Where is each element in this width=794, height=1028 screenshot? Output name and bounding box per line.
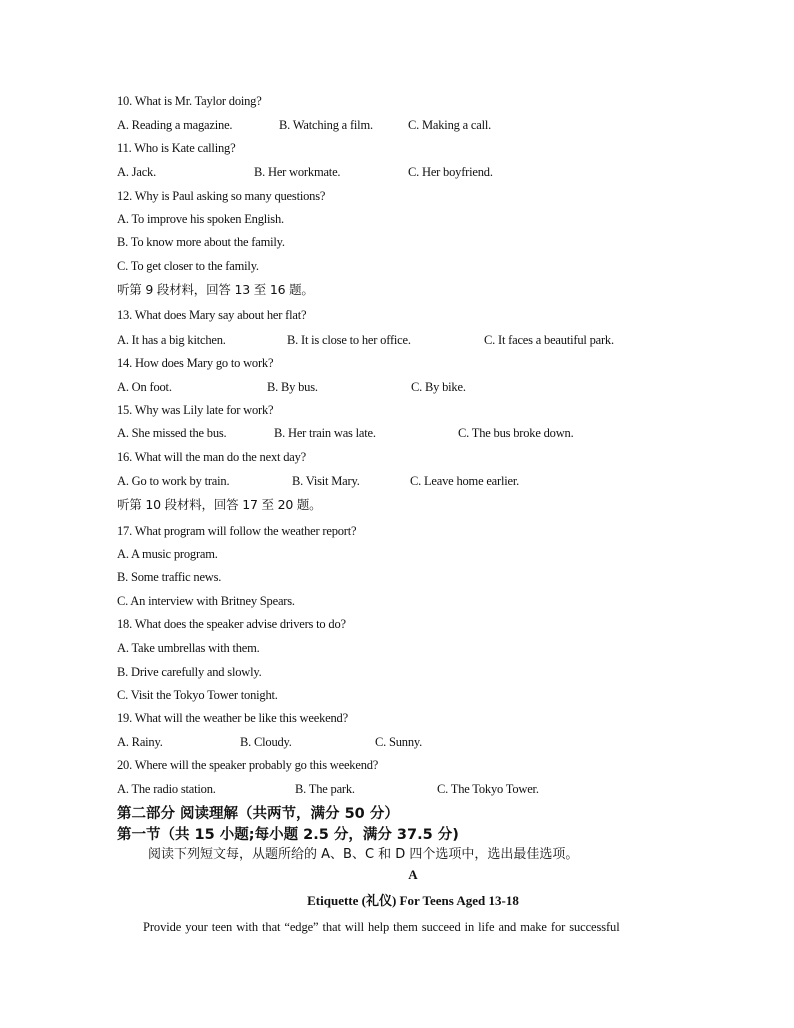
option-b: B. Her workmate. (254, 165, 341, 179)
option-c: C. Visit the Tokyo Tower tonight. (117, 688, 278, 702)
question-stem: 15. Why was Lily late for work? (117, 403, 274, 417)
option-a: A. Go to work by train. (117, 474, 230, 488)
option-b: B. Cloudy. (240, 735, 292, 749)
part-heading: 第二部分 阅读理解（共两节，满分 50 分） (117, 806, 399, 822)
option-c: C. An interview with Britney Spears. (117, 594, 295, 608)
question-stem: 13. What does Mary say about her flat? (117, 308, 307, 322)
passage-letter: A (408, 867, 418, 882)
option-a: A. To improve his spoken English. (117, 212, 284, 226)
question-stem: 20. Where will the speaker probably go this weekend? (117, 758, 379, 772)
option-b: B. Visit Mary. (292, 474, 360, 488)
question-stem: 17. What program will follow the weather report? (117, 524, 357, 538)
option-b: B. It is close to her office. (287, 333, 411, 347)
option-b: B. Some traffic news. (117, 570, 222, 584)
option-a: A. The radio station. (117, 782, 216, 796)
option-b: B. The park. (295, 782, 355, 796)
option-a: A. Reading a magazine. (117, 118, 233, 132)
question-stem: 11. Who is Kate calling? (117, 141, 236, 155)
passage-title: Etiquette (礼仪) For Teens Aged 13-18 (307, 893, 519, 908)
option-c: C. It faces a beautiful park. (484, 333, 614, 347)
option-c: C. The Tokyo Tower. (437, 782, 539, 796)
option-a: A. Rainy. (117, 735, 163, 749)
question-stem: 14. How does Mary go to work? (117, 356, 274, 370)
question-stem: 19. What will the weather be like this weekend? (117, 711, 348, 725)
option-a: A. She missed the bus. (117, 426, 227, 440)
option-a: A. Take umbrellas with them. (117, 641, 260, 655)
option-b: B. To know more about the family. (117, 235, 285, 249)
question-stem: 16. What will the man do the next day? (117, 450, 306, 464)
option-a: A. It has a big kitchen. (117, 333, 226, 347)
option-b: B. Her train was late. (274, 426, 376, 440)
option-c: C. By bike. (411, 380, 466, 394)
option-c: C. Making a call. (408, 118, 492, 132)
option-c: C. Sunny. (375, 735, 423, 749)
option-a: A. A music program. (117, 547, 218, 561)
option-c: C. Her boyfriend. (408, 165, 493, 179)
question-stem: 10. What is Mr. Taylor doing? (117, 94, 262, 108)
passage-note: 听第 9 段材料，回答 13 至 16 题。 (117, 282, 314, 297)
option-a: A. Jack. (117, 165, 157, 179)
option-c: C. To get closer to the family. (117, 259, 259, 273)
passage-note: 听第 10 段材料，回答 17 至 20 题。 (117, 497, 322, 512)
passage-paragraph: Provide your teen with that “edge” that will help them succeed in life and make for successful (143, 920, 620, 934)
option-c: C. Leave home earlier. (410, 474, 520, 488)
question-stem: 18. What does the speaker advise drivers to do? (117, 617, 346, 631)
option-a: A. On foot. (117, 380, 172, 394)
option-b: B. Watching a film. (279, 118, 373, 132)
instruction: 阅读下列短文每，从题所给的 A、B、C 和 D 四个选项中，选出最佳选项。 (148, 847, 579, 862)
section-heading: 第一节（共 15 小题;每小题 2.5 分，满分 37.5 分) (117, 827, 459, 843)
option-b: B. By bus. (267, 380, 318, 394)
question-stem: 12. Why is Paul asking so many questions? (117, 189, 326, 203)
option-b: B. Drive carefully and slowly. (117, 665, 262, 679)
option-c: C. The bus broke down. (458, 426, 574, 440)
